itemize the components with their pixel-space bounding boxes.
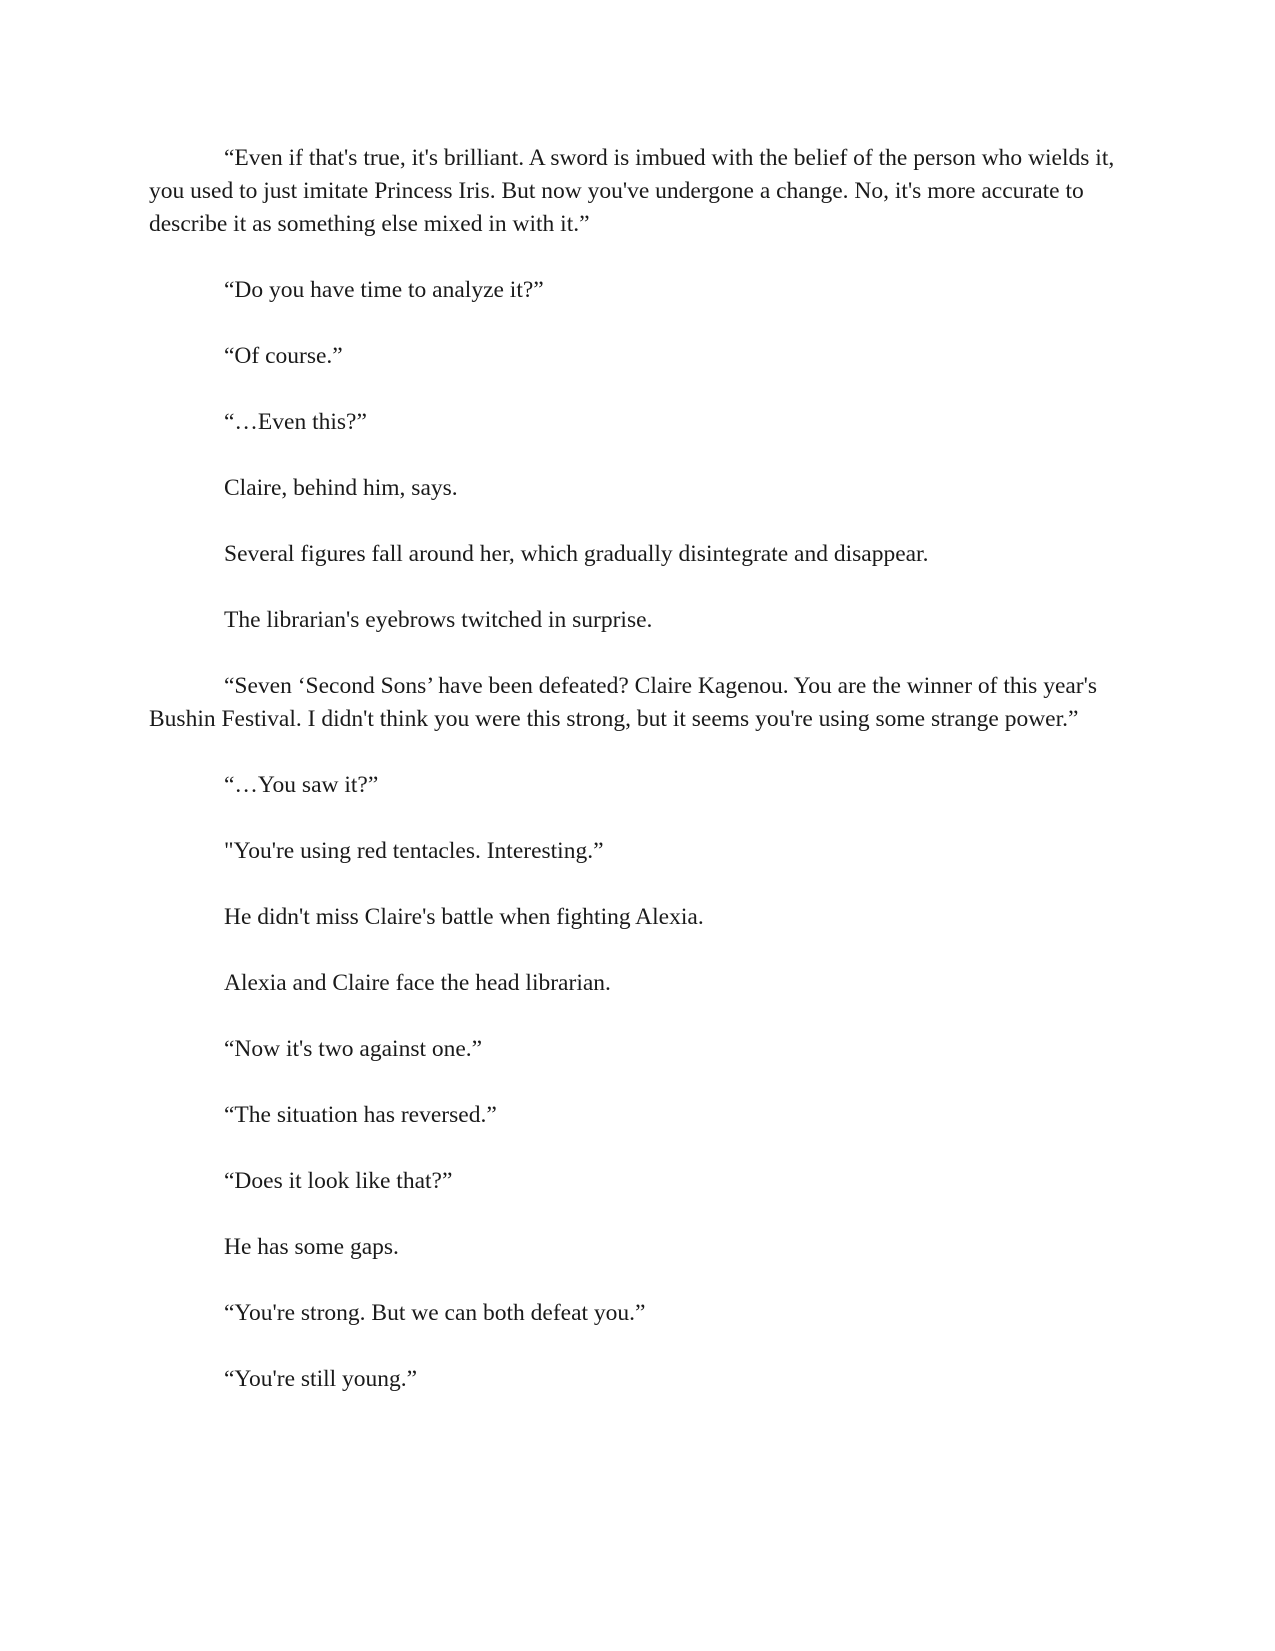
paragraph: “…Even this?” (224, 409, 367, 435)
paragraph: Several figures fall around her, which gradually disintegrate and disappear. (224, 541, 929, 567)
paragraph: He has some gaps. (224, 1234, 399, 1260)
body-text (149, 142, 1129, 1429)
paragraph: “Of course.” (224, 343, 343, 369)
paragraph: “…You saw it?” (224, 772, 379, 798)
paragraph: The librarian's eyebrows twitched in surprise. (224, 607, 653, 633)
paragraph: “You're strong. But we can both defeat you.” (224, 1300, 646, 1326)
paragraph: “Do you have time to analyze it?” (224, 277, 544, 303)
paragraph: Claire, behind him, says. (224, 475, 458, 501)
paragraph: “You're still young.” (224, 1366, 418, 1392)
paragraph: “Does it look like that?” (224, 1168, 453, 1194)
paragraph: “Seven ‘Second Sons’ have been defeated? Claire Kagenou. You are the winner of this year's Bushin Festival. I didn't think you were this strong, but it seems you're using some strange power.” (149, 673, 1098, 732)
paragraph: He didn't miss Claire's battle when fighting Alexia. (224, 904, 704, 930)
paragraph: “Now it's two against one.” (224, 1036, 483, 1062)
paragraph: “The situation has reversed.” (224, 1102, 497, 1128)
paragraph: "You're using red tentacles. Interesting.” (224, 838, 604, 864)
paragraph: “Even if that's true, it's brilliant. A sword is imbued with the belief of the person who wields it, you used to just imitate Princess Iris. But now you've undergone a change. No, it's more accurate to describe it as something else mixed in with it.” (149, 145, 1115, 237)
paragraph: Alexia and Claire face the head librarian. (224, 970, 611, 996)
